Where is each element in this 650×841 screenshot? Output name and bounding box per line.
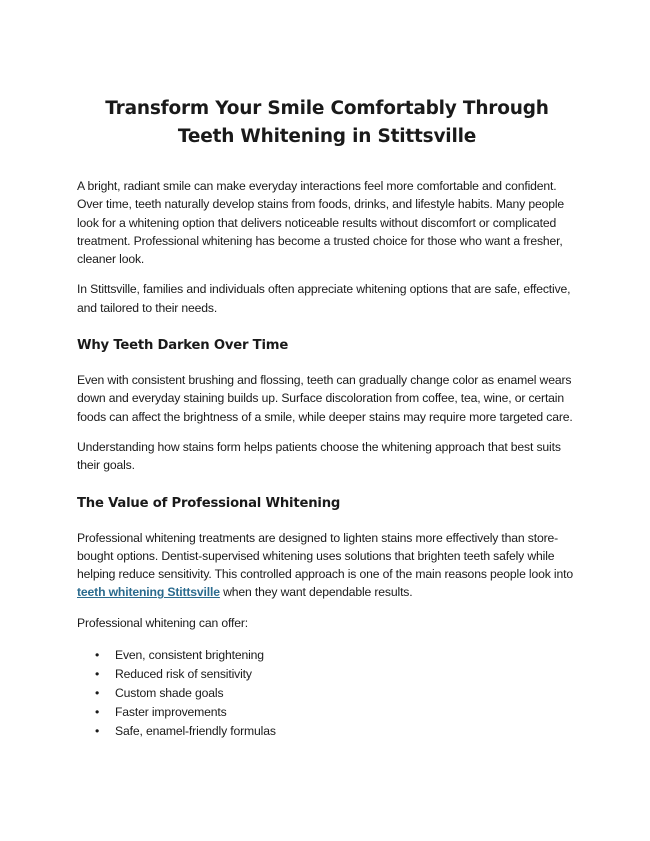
list-item [95,646,577,665]
page-title: Transform Your Smile Comfortably Through Teeth Whitening in Stittsville [105,98,549,147]
section1-paragraph-1: Even with consistent brushing and flossing, teeth can gradually change color as enamel wears down and everyday staining builds up. Surface discoloration from coffee, tea, wine, or certain foods can affect the brightness of a smile, while deeper stains may require more targeted care. [77,373,573,424]
teeth-whitening-stittsville-link[interactable]: teeth whitening Stittsville [77,585,220,600]
list-item-text: Custom shade goals [115,686,224,701]
section-heading-value-of-whitening: The Value of Professional Whitening [77,495,341,511]
bullet-icon: • [95,667,100,682]
list-item-text: Reduced risk of sensitivity [115,667,252,682]
section1-paragraph-2: Understanding how stains form helps patients choose the whitening approach that best suits their goals. [77,439,561,473]
section2-paragraph-2: Professional whitening can offer: [77,615,248,630]
intro-paragraph-1: A bright, radiant smile can make everyday interactions feel more comfortable and confident. Over time, teeth naturally develop stains from foods, drinks, and lifestyle habits. Many people look for a whitening option that delivers noticeable results without discomfort or complicated treatment. Professional whitening has become a trusted choice for those who want a fresher, cleaner look. [77,179,565,267]
bullet-icon: • [95,705,100,720]
list-item [95,722,577,741]
bullet-icon: • [95,724,100,739]
bullet-icon: • [95,648,100,663]
list-item-text: Faster improvements [115,705,227,720]
bullet-icon: • [95,686,100,701]
document-page [77,95,577,741]
list-item [95,703,577,722]
section2-paragraph-1-end: when they want dependable results. [219,585,413,600]
list-item [95,665,577,684]
intro-paragraph-2: In Stittsville, families and individuals often appreciate whitening options that are safe, effective, and tailored to their needs. [77,282,571,315]
section2-paragraph-1 [77,529,577,602]
section-heading-why-teeth-darken: Why Teeth Darken Over Time [77,338,289,354]
section2-paragraph-1-start: Professional whitening treatments are designed to lighten stains more effectively than store-bought options. Dentist-supervised whitening uses solutions that brighten teeth safely while helping reduce sensitivity. This controlled approach is one of the main reasons people look into [77,530,573,582]
list-item-text: Even, consistent brightening [115,648,264,663]
list-item-text: Safe, enamel-friendly formulas [115,724,276,739]
list-item [95,684,577,703]
benefits-list [77,646,577,741]
